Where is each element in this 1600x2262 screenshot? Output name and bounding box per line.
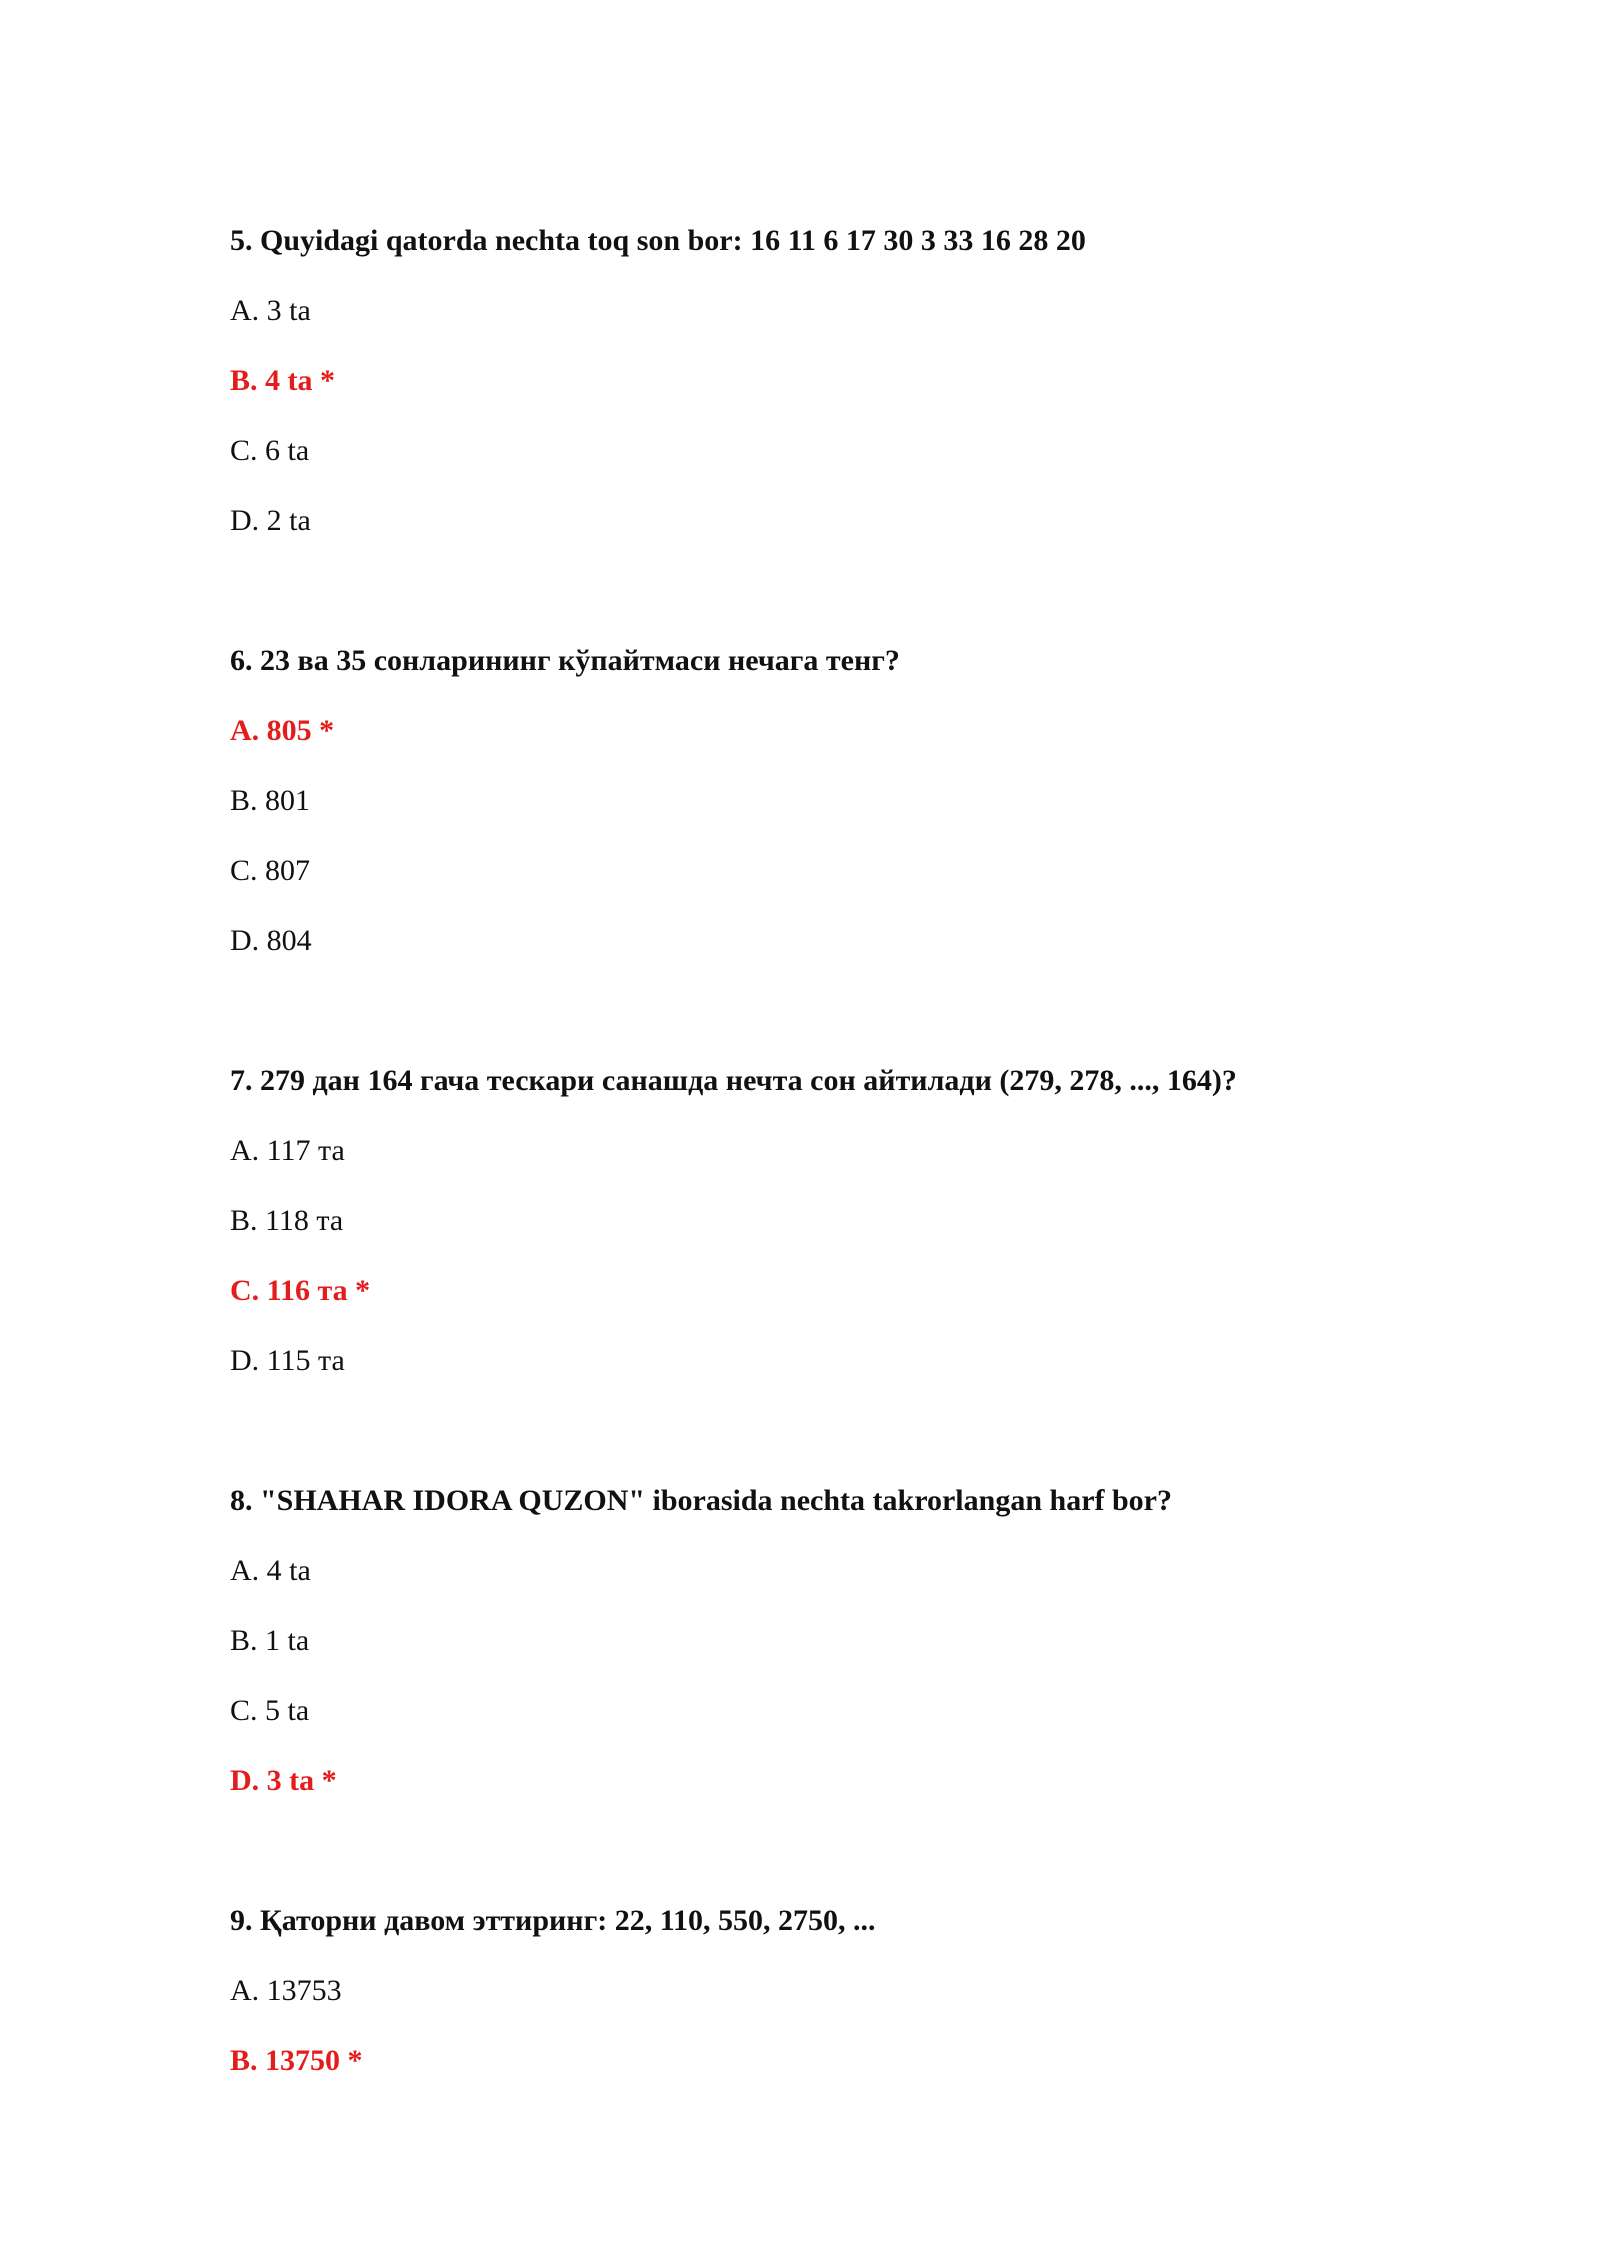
option-c: C. 5 ta	[230, 1694, 310, 1727]
option-d: D. 2 ta	[230, 504, 311, 537]
question-5	[230, 221, 1470, 541]
option-a-correct: A. 805 *	[230, 714, 335, 747]
question-8	[230, 1481, 1470, 1801]
option-d: D. 115 та	[230, 1344, 345, 1377]
option-a: A. 4 ta	[230, 1554, 311, 1587]
question-text: 7. 279 дан 164 гача тескари санашда нечта сон айтилади (279, 278, ..., 164)?	[230, 1064, 1237, 1097]
question-text: 5. Quyidagi qatorda nechta toq son bor: 16 11 6 17 30 3 33 16 28 20	[230, 224, 1086, 257]
question-9	[230, 1901, 1470, 2081]
option-c: C. 807	[230, 854, 311, 887]
option-b: B. 801	[230, 784, 311, 817]
option-a: A. 3 ta	[230, 294, 311, 327]
option-d-correct: D. 3 ta *	[230, 1764, 337, 1797]
question-text: 9. Қаторни давом эттиринг: 22, 110, 550, 2750, ...	[230, 1904, 876, 1937]
option-c: C. 6 ta	[230, 434, 310, 467]
option-c-correct: C. 116 та *	[230, 1274, 371, 1307]
question-7	[230, 1061, 1470, 1381]
option-b: B. 1 ta	[230, 1624, 310, 1657]
option-b-correct: B. 4 ta *	[230, 364, 335, 397]
option-a: A. 13753	[230, 1974, 342, 2007]
question-text: 8. "SHAHAR IDORA QUZON" iborasida nechta takrorlangan harf bor?	[230, 1484, 1172, 1517]
question-6	[230, 641, 1470, 961]
option-b: B. 118 та	[230, 1204, 344, 1237]
option-a: A. 117 та	[230, 1134, 345, 1167]
option-d: D. 804	[230, 924, 312, 957]
question-text: 6. 23 ва 35 сонларининг кўпайтмаси нечага тенг?	[230, 644, 900, 677]
option-b-correct: B. 13750 *	[230, 2044, 363, 2077]
